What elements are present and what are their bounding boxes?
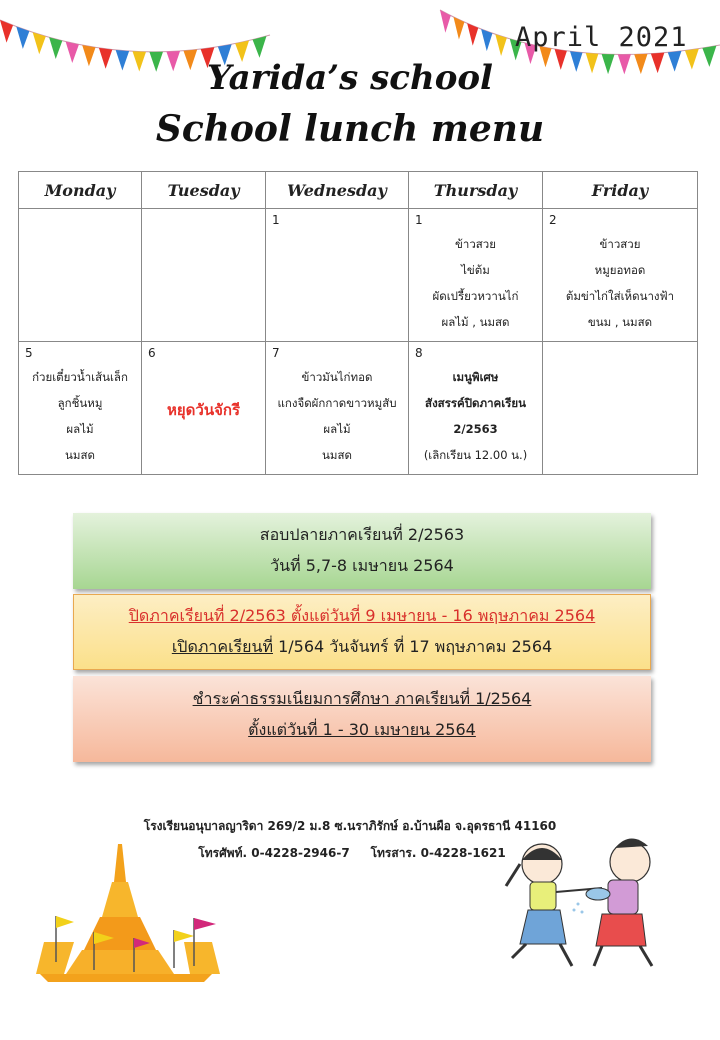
- exam-notice-line2: วันที่ 5,7-8 เมษายน 2564: [270, 556, 454, 575]
- fee-notice-line2: ตั้งแต่วันที่ 1 - 30 เมษายน 2564: [248, 720, 476, 739]
- col-header-monday: Monday: [19, 172, 142, 209]
- special-menu-item: เมนูพิเศษ: [452, 370, 499, 384]
- holiday-label: หยุดวันจักรี: [166, 401, 241, 419]
- term-open-notice: [74, 631, 650, 662]
- cell-week1-fri: [543, 209, 698, 342]
- school-phone: โทรศัพท์. 0-4228-2946-7 โทรสาร. 0-4228-1621: [198, 846, 506, 860]
- menu-item: ผลไม้: [323, 422, 351, 436]
- day-number: 8: [415, 346, 423, 360]
- cell-week1-wed: [266, 209, 409, 342]
- menu-item: ข้าวสวย: [455, 237, 496, 251]
- menu-item: แกงจืดผักกาดขาวหมูสับ: [277, 396, 397, 410]
- cell-empty: [19, 209, 142, 342]
- bunting-flag: [453, 17, 464, 40]
- page-title: School lunch menu: [155, 108, 545, 150]
- term-break-notice-box: [73, 594, 651, 670]
- term-open-label: เปิดภาคเรียนที่: [171, 637, 273, 656]
- fee-notice-line1: ชำระค่าธรรมเนียมการศึกษา ภาคเรียนที่ 1/2564: [192, 689, 532, 708]
- term-close-notice: ปิดภาคเรียนที่ 2/2563 ตั้งแต่วันที่ 9 เมษายน - 16 พฤษภาคม 2564: [128, 606, 596, 625]
- col-header-friday: Friday: [543, 172, 698, 209]
- menu-item: ผัดเปรี้ยวหวานไก่: [432, 289, 519, 303]
- cell-week1-thu: [409, 209, 543, 342]
- golden-pagoda-icon: [34, 842, 224, 982]
- exam-notice-line1: สอบปลายภาคเรียนที่ 2/2563: [259, 525, 465, 544]
- day-number: 5: [25, 346, 33, 360]
- menu-item: ผลไม้ , นมสด: [441, 315, 510, 329]
- menu-item: ลูกชิ้นหมู: [57, 396, 103, 410]
- early-dismissal-note: (เลิกเรียน 12.00 น.): [423, 448, 528, 462]
- month-label: April 2021: [515, 22, 688, 53]
- bunting-flag: [16, 27, 29, 49]
- fee-notice-box: [73, 676, 651, 762]
- menu-item: ไข่ต้ม: [461, 263, 490, 277]
- bunting-flag: [495, 34, 507, 56]
- exam-notice-box: [73, 513, 651, 589]
- special-menu-item: สังสรรค์ปิดภาคเรียน: [425, 396, 526, 410]
- menu-item: ต้มข่าไก่ใส่เห็ดนางฟ้า: [565, 289, 675, 303]
- col-header-tuesday: Tuesday: [142, 172, 266, 209]
- bunting-flag: [0, 20, 13, 43]
- term-open-date: 1/564 วันจันทร์ ที่ 17 พฤษภาคม 2564: [272, 637, 553, 656]
- day-number: 7: [272, 346, 280, 360]
- school-address: โรงเรียนอนุบาลญาริดา 269/2 ม.8 ซ.นราภิรักษ์ อ.บ้านผือ จ.อุดรธานี 41160: [143, 819, 557, 833]
- lunch-menu-table: [18, 171, 698, 475]
- special-menu-item: 2/2563: [453, 422, 498, 436]
- cell-week2-wed: [266, 342, 409, 475]
- school-name: Yarida’s school: [207, 58, 493, 98]
- day-number: 6: [148, 346, 156, 360]
- cell-week2-mon: [19, 342, 142, 475]
- col-header-thursday: Thursday: [409, 172, 543, 209]
- col-header-wednesday: Wednesday: [266, 172, 409, 209]
- bunting-flag: [440, 10, 451, 33]
- menu-item: ผลไม้: [66, 422, 94, 436]
- cell-empty: [142, 209, 266, 342]
- day-number: 1: [415, 213, 423, 227]
- menu-item: ข้าวสวย: [599, 237, 641, 251]
- cell-week2-thu: [409, 342, 543, 475]
- bunting-flag: [49, 37, 62, 59]
- menu-item: นมสด: [65, 448, 95, 462]
- cell-week2-tue: [142, 342, 266, 475]
- menu-item: นมสด: [322, 448, 352, 462]
- day-number: 1: [272, 213, 280, 227]
- table-row: [19, 342, 698, 475]
- table-row: [19, 209, 698, 342]
- menu-item: ข้าวมันไก่ทอด: [301, 370, 373, 384]
- table-header-row: [19, 172, 698, 209]
- cell-empty: [543, 342, 698, 475]
- bunting-flag: [467, 23, 478, 45]
- day-number: 2: [549, 213, 557, 227]
- songkran-kids-icon: [490, 826, 670, 976]
- menu-item: หมูยอทอด: [594, 263, 646, 277]
- menu-item: ขนม , นมสด: [587, 315, 653, 329]
- bunting-flag: [253, 36, 267, 58]
- menu-item: ก๋วยเตี๋ยวน้ำเส้นเล็ก: [32, 370, 128, 384]
